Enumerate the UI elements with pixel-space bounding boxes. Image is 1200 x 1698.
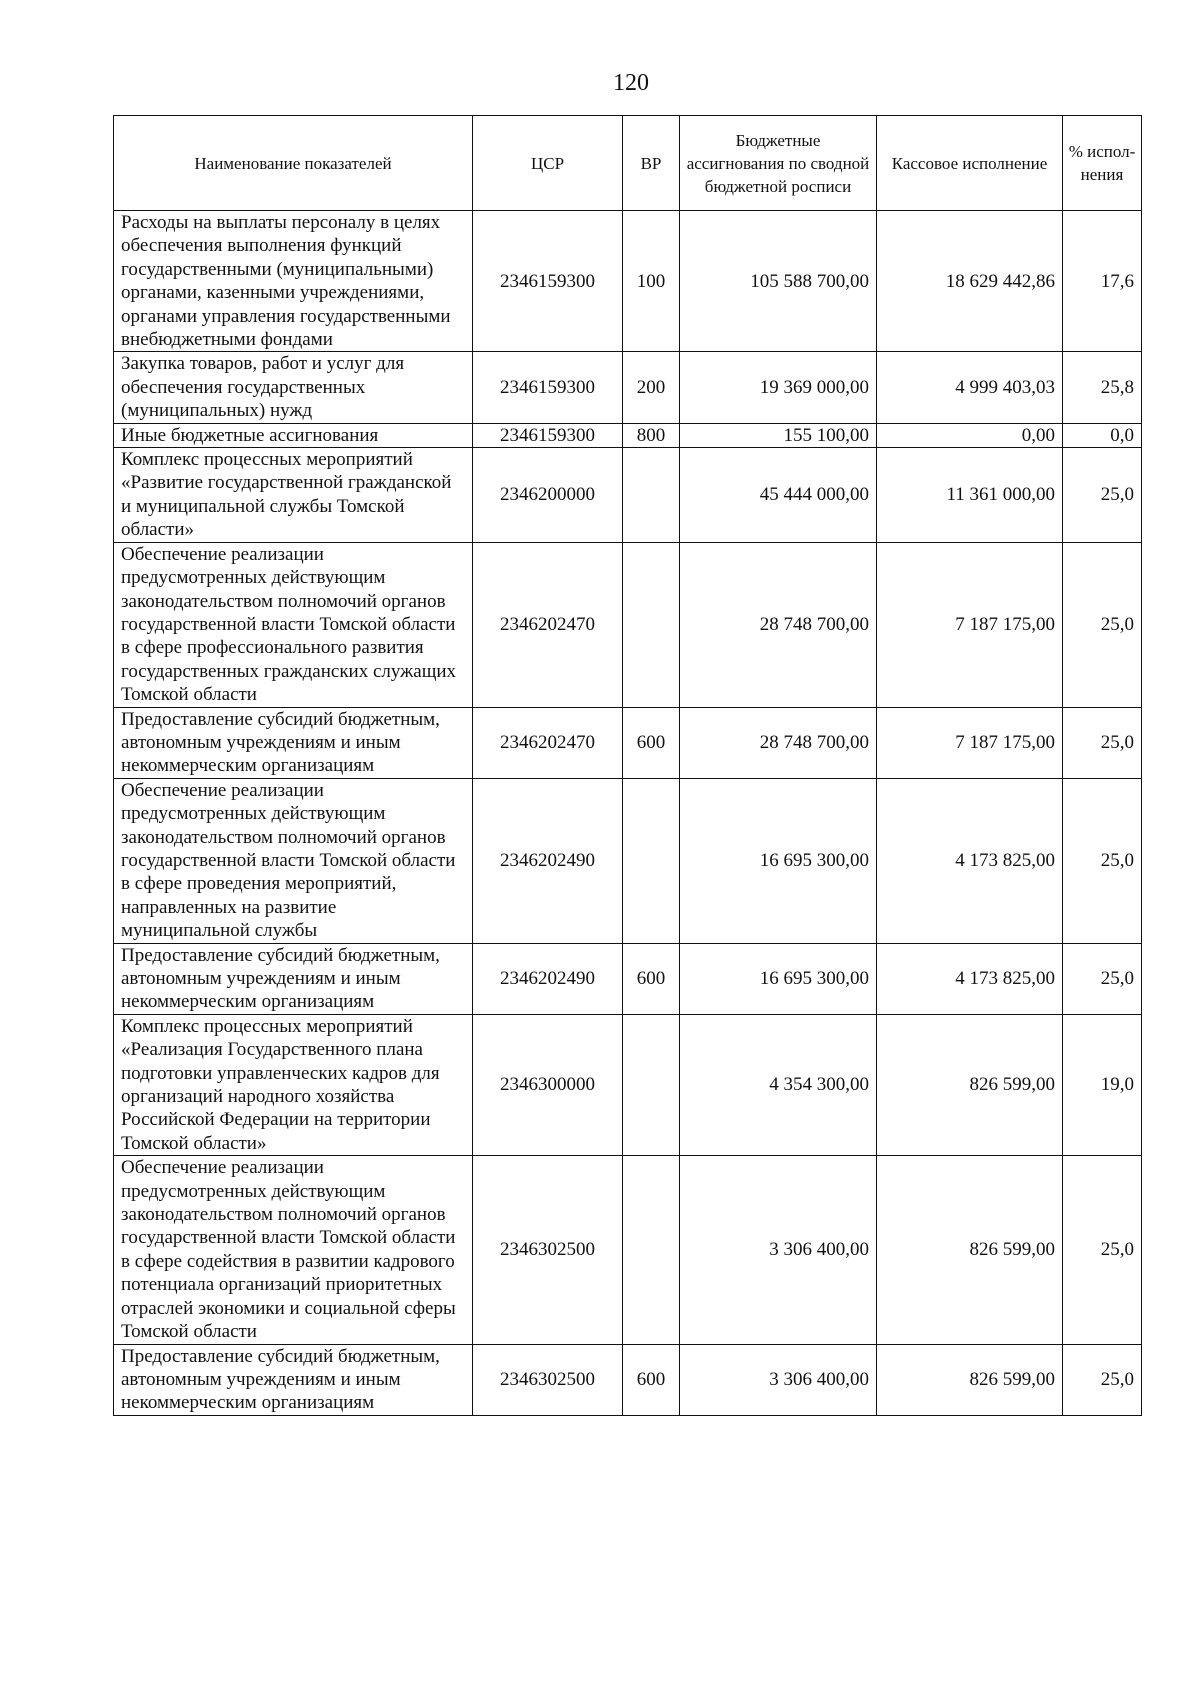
row-vr	[623, 778, 680, 943]
row-csr: 2346202490	[473, 778, 623, 943]
row-budget: 4 354 300,00	[680, 1014, 877, 1155]
row-pct: 25,0	[1063, 778, 1142, 943]
row-name: Обеспечение реализации предусмотренных действующим законодательством полномочий органов государственной власти Томской области в сфере проведения мероприятий, направленных на развитие муниципальной службы	[114, 778, 473, 943]
row-pct: 25,0	[1063, 707, 1142, 778]
header-pct: % испол-нения	[1063, 116, 1142, 211]
table-row	[114, 778, 1142, 943]
header-csr: ЦСР	[473, 116, 623, 211]
table-row	[114, 423, 1142, 447]
row-cash: 826 599,00	[877, 1344, 1063, 1415]
row-name: Предоставление субсидий бюджетным, автономным учреждениям и иным некоммерческим организациям	[114, 1344, 473, 1415]
row-name: Расходы на выплаты персоналу в целях обеспечения выполнения функций государственными (муниципальными) органами, казенными учреждениями, органами управления государственными внебюджетными фондами	[114, 211, 473, 352]
row-budget: 3 306 400,00	[680, 1156, 877, 1344]
row-pct: 25,0	[1063, 943, 1142, 1014]
table-row	[114, 448, 1142, 543]
table-row	[114, 707, 1142, 778]
row-name: Предоставление субсидий бюджетным, автономным учреждениям и иным некоммерческим организациям	[114, 707, 473, 778]
row-vr	[623, 1014, 680, 1155]
header-cash: Кассовое исполнение	[877, 116, 1063, 211]
row-budget: 28 748 700,00	[680, 542, 877, 707]
table-row	[114, 1156, 1142, 1344]
row-vr	[623, 1156, 680, 1344]
row-csr: 2346200000	[473, 448, 623, 543]
row-pct: 19,0	[1063, 1014, 1142, 1155]
header-budget: Бюджетные ассигнования по сводной бюджетной росписи	[680, 116, 877, 211]
row-pct: 25,0	[1063, 542, 1142, 707]
row-vr: 800	[623, 423, 680, 447]
row-budget: 16 695 300,00	[680, 778, 877, 943]
table-row	[114, 211, 1142, 352]
row-cash: 0,00	[877, 423, 1063, 447]
row-pct: 25,0	[1063, 1344, 1142, 1415]
row-pct: 25,8	[1063, 352, 1142, 423]
row-vr: 600	[623, 943, 680, 1014]
row-vr	[623, 542, 680, 707]
row-name: Комплекс процессных мероприятий «Развитие государственной гражданской и муниципальной службы Томской области»	[114, 448, 473, 543]
row-csr: 2346302500	[473, 1156, 623, 1344]
table-row	[114, 943, 1142, 1014]
page-number: 120	[613, 70, 649, 96]
row-cash: 826 599,00	[877, 1156, 1063, 1344]
row-csr: 2346202470	[473, 707, 623, 778]
row-cash: 4 999 403,03	[877, 352, 1063, 423]
budget-execution-table	[113, 115, 1142, 1416]
row-cash: 18 629 442,86	[877, 211, 1063, 352]
row-name: Закупка товаров, работ и услуг для обеспечения государственных (муниципальных) нужд	[114, 352, 473, 423]
row-name: Иные бюджетные ассигнования	[114, 423, 473, 447]
row-budget: 105 588 700,00	[680, 211, 877, 352]
row-name: Обеспечение реализации предусмотренных действующим законодательством полномочий органов государственной власти Томской области в сфере содействия в развитии кадрового потенциала организаций приоритетных отраслей экономики и социальной сферы Томской области	[114, 1156, 473, 1344]
row-vr: 100	[623, 211, 680, 352]
row-cash: 11 361 000,00	[877, 448, 1063, 543]
table-row	[114, 1344, 1142, 1415]
row-pct: 25,0	[1063, 1156, 1142, 1344]
row-budget: 19 369 000,00	[680, 352, 877, 423]
row-csr: 2346159300	[473, 211, 623, 352]
row-name: Предоставление субсидий бюджетным, автономным учреждениям и иным некоммерческим организациям	[114, 943, 473, 1014]
row-csr: 2346300000	[473, 1014, 623, 1155]
row-cash: 4 173 825,00	[877, 778, 1063, 943]
row-pct: 0,0	[1063, 423, 1142, 447]
row-pct: 25,0	[1063, 448, 1142, 543]
row-budget: 3 306 400,00	[680, 1344, 877, 1415]
row-csr: 2346159300	[473, 423, 623, 447]
row-pct: 17,6	[1063, 211, 1142, 352]
table-header-row	[114, 116, 1142, 211]
row-csr: 2346302500	[473, 1344, 623, 1415]
row-cash: 7 187 175,00	[877, 707, 1063, 778]
row-budget: 28 748 700,00	[680, 707, 877, 778]
row-vr: 600	[623, 707, 680, 778]
table-row	[114, 542, 1142, 707]
row-csr: 2346202490	[473, 943, 623, 1014]
row-csr: 2346202470	[473, 542, 623, 707]
row-budget: 16 695 300,00	[680, 943, 877, 1014]
header-name: Наименование показателей	[114, 116, 473, 211]
row-cash: 826 599,00	[877, 1014, 1063, 1155]
row-cash: 7 187 175,00	[877, 542, 1063, 707]
table-row	[114, 1014, 1142, 1155]
row-vr: 200	[623, 352, 680, 423]
row-vr	[623, 448, 680, 543]
row-name: Обеспечение реализации предусмотренных действующим законодательством полномочий органов государственной власти Томской области в сфере профессионального развития государственных гражданских служащих Томской области	[114, 542, 473, 707]
row-vr: 600	[623, 1344, 680, 1415]
row-budget: 155 100,00	[680, 423, 877, 447]
table-row	[114, 352, 1142, 423]
row-name: Комплекс процессных мероприятий «Реализация Государственного плана подготовки управленческих кадров для организаций народного хозяйства Российской Федерации на территории Томской области»	[114, 1014, 473, 1155]
row-budget: 45 444 000,00	[680, 448, 877, 543]
row-csr: 2346159300	[473, 352, 623, 423]
row-cash: 4 173 825,00	[877, 943, 1063, 1014]
header-vr: ВР	[623, 116, 680, 211]
